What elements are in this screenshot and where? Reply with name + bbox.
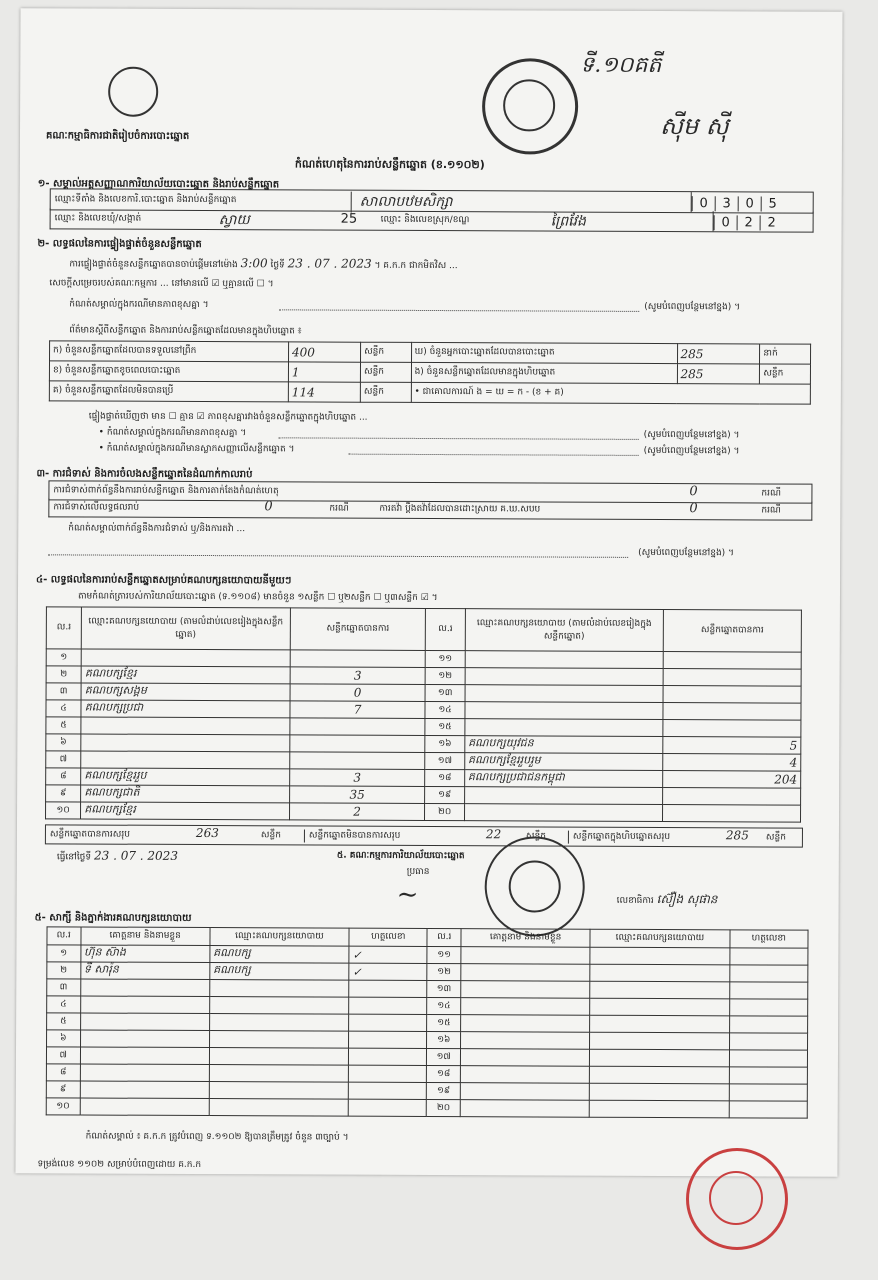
row-number: ១៦	[427, 1031, 461, 1048]
witness-signature	[348, 1082, 426, 1099]
s4-box-unit: សន្លឹក	[765, 832, 786, 843]
witness-party	[209, 1065, 348, 1083]
s4-box-value: 285	[725, 828, 749, 843]
witness-signature	[729, 999, 807, 1016]
s2-p1b: ថ្ងៃទី	[270, 260, 285, 271]
witness-party: គណបក្ស	[210, 963, 349, 981]
witness-name: ហ៊ុន ស៊ាង	[80, 945, 209, 963]
row-number: ១៨	[427, 1065, 461, 1082]
s2-row-label: ក) ចំនួនសន្លឹកឆ្នោតដែលបានទទួលនៅព្រឹក	[50, 341, 289, 362]
col-party-left: ឈ្មោះគណបក្សនយោបាយ (តាមលំដាប់លេខរៀងក្នុងសន្លឹកឆ្នោត)	[81, 607, 290, 650]
row-number: ៦	[47, 1030, 81, 1047]
party-name: គណបក្សសង្គម	[81, 683, 289, 701]
witness-name	[460, 1100, 589, 1118]
s2-p1a: ការផ្ទៀងផ្ទាត់ចំនួនសន្លឹកឆ្នោតបានចាប់ផ្ដើមនៅម៉ោង	[69, 259, 238, 271]
section3-heading: ៣- ការជំទាស់ និងការចំលងសន្លឹកឆ្នោតនៃដំណាក់កាលរាប់	[36, 468, 253, 481]
s2-row-value2: 285	[677, 344, 760, 364]
s2-p1c: ។ គ.ក.ក ជាកមិតវិស ...	[374, 260, 458, 272]
row-number: ២	[47, 962, 81, 979]
row-number: ១	[46, 649, 81, 666]
s1-row2-value2: ព្រៃវែង	[550, 213, 586, 230]
witness-signature	[729, 965, 807, 982]
witness-name	[80, 979, 209, 997]
code-digit: 5	[761, 196, 784, 211]
row-number: ១០	[46, 1098, 80, 1115]
code-digit: 0	[692, 196, 715, 211]
s4-secretary	[617, 891, 718, 909]
s3-r2-unit: ករណី	[329, 503, 349, 514]
code-digit: 2	[737, 215, 760, 230]
row-number: ១៥	[427, 1014, 461, 1031]
s4-date-line	[57, 848, 178, 865]
row-number: ១១	[426, 650, 465, 667]
row-number: ៨	[46, 1064, 80, 1081]
party-votes	[663, 703, 801, 721]
witness-signature	[349, 1031, 427, 1048]
s2-row-label2: ឃ) ចំនួនអ្នកបោះឆ្នោតដែលបានបោះឆ្នោត	[411, 342, 677, 363]
party-name	[464, 787, 662, 805]
party-votes	[289, 752, 425, 770]
witness-party	[209, 1014, 348, 1032]
witness-signature	[729, 1067, 807, 1084]
row-number: ១៩	[425, 786, 464, 803]
s2-ballot-table	[49, 340, 811, 404]
party-name	[81, 717, 289, 735]
witness-party	[589, 1100, 728, 1118]
s5-col-party-right: ឈ្មោះគណបក្សនយោបាយ	[590, 929, 729, 948]
row-number: ៧	[46, 751, 81, 768]
s5-form-number: ទម្រង់លេខ ១១០២ សម្រាប់បំពេញដោយ គ.ក.ក	[37, 1159, 202, 1171]
s1-row1-value: សាលាបឋមសិក្សា	[351, 192, 590, 214]
row-number: ៦	[46, 734, 81, 751]
witness-party	[590, 981, 729, 999]
s5-col-name: គោត្តនាម និងនាមខ្លួន	[81, 927, 210, 946]
row-number: ៩	[46, 1081, 80, 1098]
section2-heading: ២- លទ្ធផលនៃការផ្ទៀងផ្ទាត់ចំនួនសន្លឹកឆ្នោត	[37, 238, 202, 251]
row-number: ១២	[426, 667, 465, 684]
party-name: គណបក្សខ្មែររួបរួម	[464, 753, 662, 771]
party-votes	[663, 652, 801, 670]
s2-line-c-dots	[349, 454, 639, 456]
row-number: ៤	[47, 996, 81, 1013]
s4-total-unit: សន្លឹក	[260, 830, 281, 841]
section1-heading: ១- សម្គាល់អត្តសញ្ញាណការិយាល័យបោះឆ្នោត និងរាប់សន្លឹកឆ្នោត	[37, 178, 280, 191]
code-digit: 0	[714, 215, 737, 230]
col-party-right: ឈ្មោះគណបក្សនយោបាយ (តាមលំដាប់លេខរៀងក្នុងសន្លឹកឆ្នោត)	[465, 609, 663, 652]
s2-row-unit: សន្លឹក	[360, 362, 411, 382]
party-name	[465, 668, 663, 686]
row-number: ១៧	[425, 752, 464, 769]
s2-row-formula: • ជាគោលការណ៍ ង = ឃ = ក - (ខ + គ)	[411, 382, 810, 404]
s5-col-sign-right: ហត្ថលេខា	[730, 930, 808, 948]
row-number: ១១	[427, 946, 461, 963]
s2-row-label2: ង) ចំនួនសន្លឹកឆ្នោតដែលមានក្នុងហិបឆ្នោត	[411, 362, 677, 383]
party-name	[465, 651, 663, 669]
s4-secretary-name: ស៊ឿង សុផាន	[656, 891, 718, 907]
s4-committee: ៥. គណៈកម្មការការិយាល័យបោះឆ្នោត	[336, 850, 465, 862]
party-name: គណបក្សប្រជា	[81, 700, 289, 718]
row-number: ៧	[46, 1047, 80, 1064]
s2-date: 23 . 07 . 2023	[287, 256, 372, 271]
witness-name	[80, 996, 209, 1014]
witness-name	[460, 1066, 589, 1084]
s1-row1-label: ឈ្មោះទីតាំង និងលេខការិ.បោះឆ្នោត និងរាប់សន្លឹកឆ្នោត	[54, 194, 237, 206]
party-votes: 2	[289, 803, 425, 821]
party-name: គណបក្សខ្មែររួប	[81, 768, 289, 786]
witness-name	[80, 1098, 209, 1116]
witness-party	[590, 1066, 729, 1084]
party-name	[81, 734, 289, 752]
witness-name: ទី សារ៉ុន	[80, 962, 209, 980]
witness-party	[209, 1048, 348, 1066]
party-votes	[289, 735, 425, 753]
president-signature: ~	[396, 879, 419, 910]
party-votes	[663, 720, 801, 738]
s5-col-party: ឈ្មោះគណបក្សនយោបាយ	[210, 928, 349, 947]
row-number: ១២	[427, 963, 461, 980]
witness-signature	[349, 1065, 427, 1082]
witness-name	[80, 1081, 209, 1099]
witness-signature	[349, 997, 427, 1014]
row-number: ១៤	[425, 701, 464, 718]
section5-heading: ៥- សាក្សី និងភ្នាក់ងារគណបក្សនយោបាយ	[34, 912, 192, 924]
row-number: ៣	[46, 683, 81, 700]
party-votes	[663, 805, 801, 823]
s3-r2-label2: ការតវ៉ា ប្ដឹងតវ៉ាដែលបានដោះស្រាយ គ.ឃ.សបប	[379, 503, 541, 515]
party-votes	[290, 650, 426, 668]
s5-col-no: ល.រ	[47, 927, 81, 945]
party-votes: 4	[663, 754, 801, 772]
s4-total-value: 263	[195, 825, 219, 841]
witness-party	[209, 1099, 348, 1117]
witness-signature	[348, 1099, 426, 1116]
code-digit: 0	[738, 196, 761, 211]
s1-code2	[713, 211, 783, 231]
s5-col-sign: ហត្ថលេខា	[349, 928, 427, 946]
s2-row-unit2: នាក់	[760, 344, 811, 364]
s3-r2-unit2: ករណី	[761, 505, 781, 516]
s3-note-hint: (សូមបំពេញបន្ថែមនៅខ្នង) ។	[638, 547, 734, 559]
party-name: គណបក្សខ្មែរ	[81, 802, 289, 820]
party-name	[465, 719, 663, 737]
row-number: ១៨	[425, 769, 464, 786]
s2-paragraph1	[69, 255, 809, 274]
witness-party	[590, 1015, 729, 1033]
witness-signature: ✓	[349, 946, 427, 963]
witness-party	[590, 1083, 729, 1101]
witness-party	[209, 997, 348, 1015]
row-number: ១៩	[427, 1082, 461, 1099]
party-votes	[663, 788, 801, 806]
s3-r1-label: ការជំទាស់ពាក់ព័ន្ធនឹងការរាប់សន្លឹកឆ្នោត និងការតាក់តែងកំណត់ហេតុ	[53, 485, 279, 497]
row-number: ៥	[46, 717, 81, 734]
form-title: កំណត់ហេតុនៃការរាប់សន្លឹកឆ្នោត (ខ.១១០២)	[294, 157, 485, 172]
s3-note: កំណត់សម្គាល់ពាក់ព័ន្ធនឹងការជំទាស់ ឬ/និងការតវ៉ា ...	[68, 523, 246, 535]
s2-table-intro: ព័ត៌មានស្ដីពីសន្លឹកឆ្នោត និងការរាប់សន្លឹកឆ្នោតដែលមានក្នុងហិបឆ្នោត ៖	[69, 325, 302, 337]
s3-r2-value: 0	[264, 499, 273, 515]
s2-line-c: • កំណត់សម្គាល់ក្នុងករណីមានស្លាកសញ្ញាលើសន្លឹកឆ្នោត ។	[98, 443, 295, 455]
witness-signature	[729, 948, 807, 965]
s4-totals-row	[45, 824, 803, 847]
s1-row2-label: ឈ្មោះ និងលេខឃុំ/សង្កាត់	[54, 213, 142, 224]
s4-secretary-label: លេខាធិការ	[616, 895, 654, 906]
section4-heading: ៤- លទ្ធផលនៃការរាប់សន្លឹកឆ្នោតសម្រាប់គណបក្សនយោបាយនីមួយៗ	[36, 574, 292, 587]
s4-intro: តាមកំណត់ត្រារបស់ការិយាល័យបោះឆ្នោត (ទ.១១០៨) មានចំនួន ១សន្លឹក ☐ ឬ២សន្លឹក ☐ ឬ៣សន្លឹក ☑ ។	[77, 591, 438, 604]
party-votes	[663, 686, 801, 704]
witness-signature	[729, 1033, 807, 1050]
witness-name	[460, 1049, 589, 1067]
row-number: ១៦	[425, 735, 464, 752]
party-name	[465, 685, 663, 703]
s2-time: 3:00	[240, 256, 268, 271]
party-name: គណបក្សប្រជាជនកម្ពុជា	[464, 770, 662, 788]
s2-line-c-hint: (សូមបំពេញបន្ថែមនៅខ្នង) ។	[643, 445, 740, 457]
s3-r1-value: 0	[689, 484, 698, 500]
col-votes-left: សន្លឹកឆ្នោតបានការ	[290, 608, 426, 651]
row-number: ១៥	[425, 718, 464, 735]
witness-party	[590, 947, 729, 965]
code-digit: 3	[715, 196, 738, 211]
witness-signature	[349, 1048, 427, 1065]
party-votes: 35	[289, 786, 425, 804]
witness-party	[590, 998, 729, 1016]
row-number: ២០	[425, 803, 464, 820]
s2-row-value: 114	[288, 382, 360, 402]
s1-code1	[691, 192, 784, 212]
s1-row2-value: ស្វាយ	[218, 212, 250, 229]
witness-party	[210, 980, 349, 998]
s2-row-unit2: សន្លឹក	[760, 364, 811, 384]
s3-row2	[48, 498, 812, 520]
s1-row2	[50, 208, 814, 232]
party-name	[81, 649, 289, 667]
s4-invalid-unit: សន្លឹក	[525, 831, 546, 842]
s2-line-b-dots	[279, 437, 639, 440]
witness-name	[460, 1083, 589, 1101]
table-row	[46, 802, 801, 822]
party-votes	[663, 669, 801, 687]
party-name	[464, 804, 662, 822]
s2-row	[49, 381, 810, 404]
row-number: ២០	[427, 1099, 461, 1116]
col-no-right: ល.រ	[426, 608, 465, 650]
witness-party	[209, 1082, 348, 1100]
party-votes: 3	[290, 667, 426, 685]
party-votes: 204	[663, 771, 801, 789]
s2-line-b: • កំណត់សម្គាល់ក្នុងករណីមានភាពខុសគ្នា ។	[98, 427, 247, 439]
s4-president: ប្រធាន	[406, 866, 430, 878]
s2-note1-line	[279, 309, 639, 312]
s1-row2-num: 25	[340, 211, 358, 227]
row-number: ៤	[46, 700, 81, 717]
col-no-left: ល.រ	[46, 607, 81, 649]
s2-row-value2: 285	[677, 364, 760, 384]
row-number: ១០	[46, 802, 81, 819]
code-digit: 2	[760, 215, 783, 230]
s2-row-label: គ) ចំនួនសន្លឹកឆ្នោតដែលមិនបានប្រើ	[49, 381, 288, 402]
witness-party	[590, 1049, 729, 1067]
s2-row-label: ខ) ចំនួនសន្លឹកឆ្នោតខូចពេលបោះឆ្នោត	[49, 361, 288, 382]
witness-name	[461, 998, 590, 1016]
row-number: ១	[47, 945, 81, 962]
witness-party: គណបក្ស	[210, 946, 349, 964]
party-votes: 0	[290, 684, 426, 702]
witness-party	[590, 964, 729, 982]
witness-name	[461, 947, 590, 965]
witness-signature	[729, 1101, 807, 1118]
party-votes: 7	[290, 701, 426, 719]
party-name	[465, 702, 663, 720]
witness-signature	[729, 982, 807, 999]
witness-name	[461, 981, 590, 999]
row-number: ២	[46, 666, 81, 683]
org-name: គណៈកម្មាធិការជាតិរៀបចំការបោះឆ្នោត	[45, 130, 190, 142]
s4-box-label: សន្លឹកឆ្នោតក្នុងហិបឆ្នោតសរុប	[568, 831, 670, 844]
witness-signature	[729, 1016, 807, 1033]
s2-row-unit: សន្លឹក	[360, 382, 411, 402]
party-name: គណបក្សជាតិ	[81, 785, 289, 803]
s4-invalid-value: 22	[485, 827, 502, 842]
form-sheet	[15, 8, 842, 1177]
table-row	[46, 1098, 807, 1118]
s2-row-unit: សន្លឹក	[361, 342, 412, 362]
witness-name	[80, 1047, 209, 1065]
s2-line-b-hint: (សូមបំពេញបន្ថែមនៅខ្នង) ។	[643, 429, 740, 441]
witness-name	[461, 1015, 590, 1033]
witness-name	[80, 1030, 209, 1048]
s5-witness-table	[46, 926, 809, 1118]
s2-row-value: 400	[288, 342, 360, 362]
s4-results-table	[45, 606, 802, 822]
row-number: ៥	[47, 1013, 81, 1030]
witness-party	[209, 1031, 348, 1049]
s5-footnote: កំណត់សម្គាល់ ៖ គ.ក.ក ត្រូវបំពេញ ទ.១១០២ ឱ្យបានត្រឹមត្រូវ ចំនួន ៣ច្បាប់ ។	[85, 1131, 349, 1143]
s3-r1-unit: ករណី	[761, 488, 782, 499]
s2-row-value: 1	[288, 362, 360, 382]
s4-date-label: ធ្វើនៅថ្ងៃទី	[56, 852, 92, 863]
official-stamp-top	[482, 58, 578, 154]
witness-name	[80, 1064, 209, 1082]
witness-signature	[349, 1014, 427, 1031]
row-number: ១៣	[426, 684, 465, 701]
committee-stamp	[485, 836, 585, 936]
witness-name	[461, 964, 590, 982]
nec-emblem-icon	[108, 67, 158, 117]
party-votes: 3	[289, 769, 425, 787]
party-name	[81, 751, 289, 769]
party-name: គណបក្សខ្មែរ	[81, 666, 289, 684]
s4-invalid-label: សន្លឹកឆ្នោតមិនបានការសរុប	[304, 829, 400, 842]
s4-date-value: 23 . 07 . 2023	[93, 848, 179, 863]
s5-col-no-right: ល.រ	[427, 928, 461, 946]
s2-note1: កំណត់សម្គាល់ក្នុងករណីមានភាពខុសគ្នា ។	[69, 299, 209, 311]
row-number: ៩	[46, 785, 81, 802]
s3-note-dots	[48, 554, 628, 558]
party-votes: 5	[663, 737, 801, 755]
s5-col-name-right: គោត្តនាម និងនាមខ្លួន	[461, 929, 590, 948]
row-number: ១៣	[427, 980, 461, 997]
witness-signature	[729, 1084, 807, 1101]
witness-signature	[729, 1050, 807, 1067]
witness-party	[590, 1032, 729, 1050]
row-number: ៣	[47, 979, 81, 996]
row-number: ១៧	[427, 1048, 461, 1065]
witness-name	[80, 1013, 209, 1031]
party-votes	[289, 718, 425, 736]
witness-name	[461, 1032, 590, 1050]
s4-total-label: សន្លឹកឆ្នោតបានការសរុប	[49, 829, 130, 840]
witness-signature	[349, 980, 427, 997]
row-number: ៨	[46, 768, 81, 785]
row-number: ១៤	[427, 997, 461, 1014]
s2-line-a: ផ្ទៀងផ្ទាត់ឃើញថា មាន ☐ គ្មាន ☑ ភាពខុសគ្នារវាងចំនួនសន្លឹកឆ្នោតក្នុងហិបឆ្នោត ...	[88, 411, 368, 423]
s1-row2-label2: ឈ្មោះ និងលេខស្រុក/ខណ្ឌ	[380, 214, 470, 226]
s2-note1-hint: (សូមបំពេញបន្ថែមនៅខ្នង) ។	[644, 301, 741, 313]
s3-r2-value2: 0	[689, 501, 698, 517]
col-votes-right: សន្លឹកឆ្នោតបានការ	[663, 610, 801, 653]
red-official-stamp	[686, 1148, 788, 1250]
handwritten-signature-top: ស៊ីម ស៊ី	[659, 112, 729, 141]
witness-signature: ✓	[349, 963, 427, 980]
s2-paragraph2: សេចក្តីសម្រេចរបស់គណៈកម្មការ ... នៅមានលើ ☑ ឬគ្មានលើ ☐ ។	[49, 278, 274, 290]
party-name: គណបក្សយុវជន	[465, 736, 663, 754]
s3-r2-label: ការជំទាស់លើលទ្ធផលរាប់	[53, 502, 140, 513]
handwritten-note-top: ទី.១០គតី	[580, 52, 662, 79]
